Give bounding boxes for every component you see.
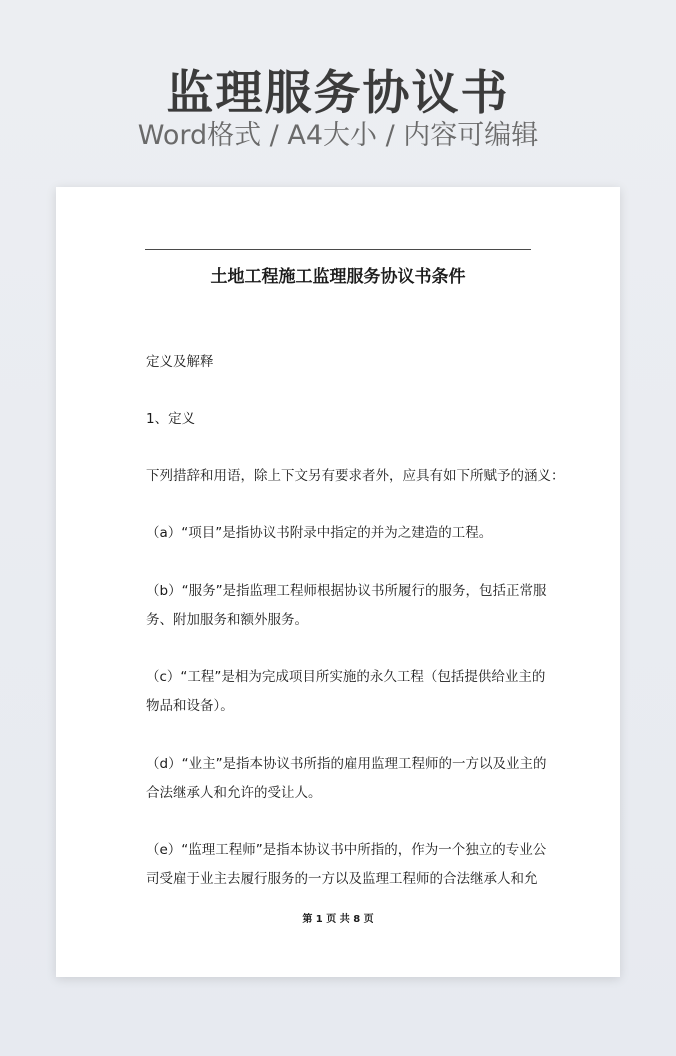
paragraph-line: （d）“业主”是指本协议书所指的雇用监理工程师的一方以及业主的: [146, 756, 547, 772]
paragraph-item-a: [146, 519, 536, 548]
paragraph-line: 司受雇于业主去履行服务的一方以及监理工程师的合法继承人和允: [146, 871, 538, 887]
banner-title: 监理服务协议书: [166, 66, 510, 121]
header-rule: [145, 249, 531, 250]
paragraph-item-d: [146, 750, 547, 808]
paragraph-section-1: [146, 405, 536, 434]
paragraph-item-b: [146, 577, 547, 635]
banner-subtitle: Word格式 / A4大小 / 内容可编辑: [137, 120, 539, 151]
paragraph-line: （c）“工程”是相为完成项目所实施的永久工程（包括提供给业主的: [146, 669, 546, 685]
document-title: 土地工程施工监理服务协议书条件: [210, 267, 466, 287]
page-number-footer: 第 1 页 共 8 页: [302, 914, 374, 925]
paragraph-line: 1、定义: [146, 411, 196, 427]
paragraph-item-c: [146, 663, 546, 721]
paragraph-line: 物品和设备）。: [146, 698, 234, 714]
paragraph-line: （a）“项目”是指协议书附录中指定的并为之建造的工程。: [146, 525, 493, 541]
paragraph-line: 合法继承人和允许的受让人。: [146, 785, 322, 801]
paragraph-definitions-heading: [146, 348, 536, 377]
paragraph-line: 下列措辞和用语，除上下文另有要求者外，应具有如下所赋予的涵义：: [146, 468, 565, 484]
paragraph-intro: [146, 462, 565, 491]
paragraph-line: （b）“服务”是指监理工程师根据协议书所履行的服务，包括正常服: [146, 583, 547, 599]
paragraph-line: 定义及解释: [146, 354, 214, 370]
paragraph-item-e: [146, 836, 547, 894]
paragraph-line: （e）“监理工程师”是指本协议书中所指的，作为一个独立的专业公: [146, 842, 547, 858]
paragraph-line: 务、附加服务和额外服务。: [146, 612, 308, 628]
document-page: [56, 187, 620, 977]
